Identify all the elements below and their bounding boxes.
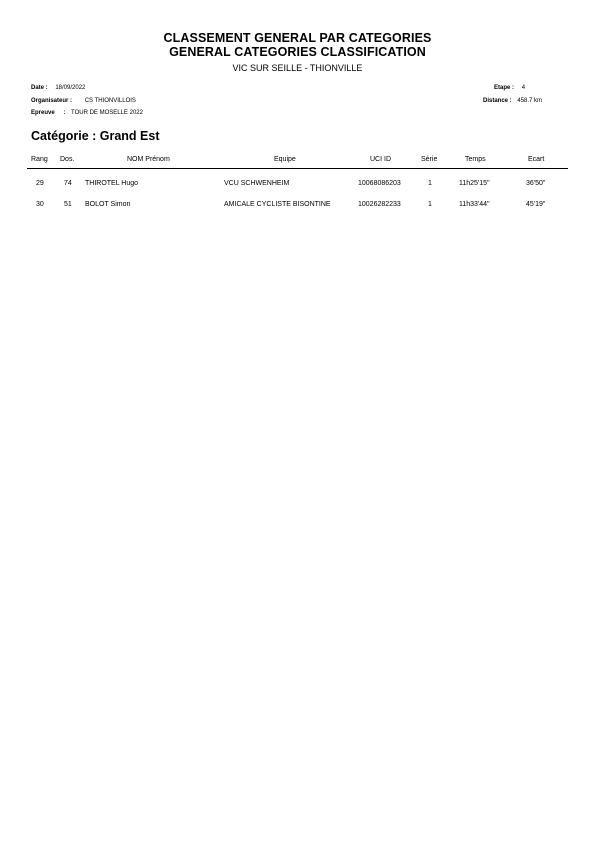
race-route: VIC SUR SEILLE - THIONVILLE <box>232 63 363 73</box>
cell-rang: 30 <box>36 201 44 208</box>
etape-line <box>494 84 525 92</box>
cell-serie: 1 <box>428 201 432 208</box>
organisateur-label: Organisateur : <box>31 98 73 104</box>
epreuve-label: Epreuve <box>31 110 55 116</box>
distance-value: 458.7 km <box>517 98 543 104</box>
col-header-temps: Temps <box>465 156 486 163</box>
date-value: 18/09/2022 <box>55 85 86 91</box>
distance-label: Distance : <box>483 98 512 104</box>
col-header-serie: Série <box>421 156 438 163</box>
cell-dos: 74 <box>64 180 72 187</box>
date-line <box>31 84 85 92</box>
title-french: CLASSEMENT GENERAL PAR CATEGORIES <box>163 31 432 45</box>
etape-value: 4 <box>521 85 526 91</box>
col-header-equipe: Equipe <box>274 156 296 163</box>
cell-equipe: AMICALE CYCLISTE BISONTINE <box>224 201 331 208</box>
epreuve-separator: : <box>63 110 66 116</box>
cell-nom: THIROTEL Hugo <box>85 180 139 187</box>
date-label: Date : <box>31 85 48 91</box>
category-heading: Catégorie : Grand Est <box>31 129 160 143</box>
cell-dos: 51 <box>64 201 72 208</box>
epreuve-value: TOUR DE MOSELLE 2022 <box>71 110 143 116</box>
cell-temps: 11h33'44" <box>459 201 490 208</box>
cell-nom: BOLOT Simon <box>85 201 131 208</box>
cell-rang: 29 <box>36 180 44 187</box>
col-header-rang: Rang <box>31 156 48 163</box>
etape-label: Etape : <box>494 85 515 91</box>
organisateur-line <box>31 97 136 105</box>
cell-equipe: VCU SCHWENHEIM <box>224 180 290 187</box>
cell-ecart: 45'19" <box>526 201 546 208</box>
cell-temps: 11h25'15" <box>459 180 490 187</box>
distance-line <box>483 97 542 105</box>
col-header-uci-id: UCI ID <box>370 156 391 163</box>
col-header-ecart: Ecart <box>528 156 545 163</box>
title-english: GENERAL CATEGORIES CLASSIFICATION <box>169 45 426 59</box>
col-header-dos: Dos. <box>60 156 75 163</box>
epreuve-line <box>31 109 143 117</box>
cell-uci-id: 10026282233 <box>358 201 401 208</box>
cell-serie: 1 <box>428 180 432 187</box>
cell-uci-id: 10068086203 <box>358 180 401 187</box>
cell-ecart: 36'50" <box>526 180 546 187</box>
organisateur-value: CS THIONVILLOIS <box>84 98 136 104</box>
col-header-nom: NOM Prénom <box>127 156 170 163</box>
header-divider <box>27 168 568 169</box>
